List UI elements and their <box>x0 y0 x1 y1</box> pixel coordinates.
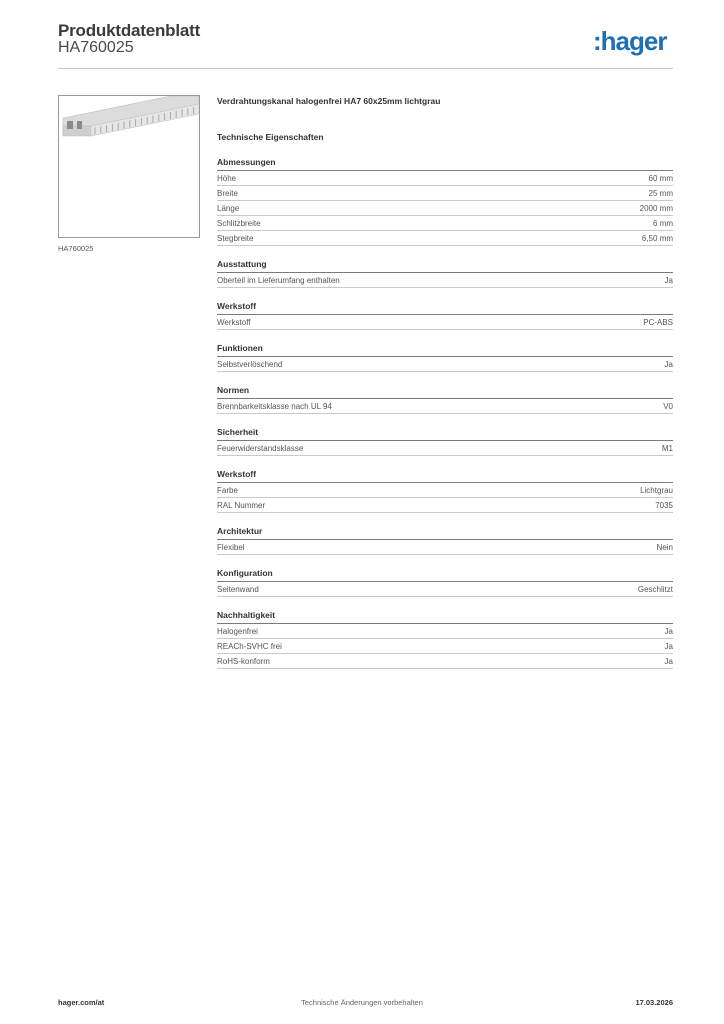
spec-group-title: Werkstoff <box>217 301 673 315</box>
spec-groups <box>217 157 673 669</box>
spec-row <box>217 441 673 456</box>
spec-row <box>217 357 673 372</box>
spec-label: Schlitzbreite <box>217 218 261 228</box>
spec-label: REACh-SVHC frei <box>217 641 282 651</box>
spec-value: 2000 mm <box>639 203 673 213</box>
product-description: Verdrahtungskanal halogenfrei HA7 60x25mm lichtgrau <box>217 96 441 106</box>
document-title: Produktdatenblatt <box>58 21 201 40</box>
spec-value: Nein <box>656 542 673 552</box>
spec-value: Lichtgrau <box>640 485 673 495</box>
spec-row <box>217 231 673 246</box>
spec-label: Oberteil im Lieferumfang enthalten <box>217 275 340 285</box>
spec-group-title: Funktionen <box>217 343 673 357</box>
spec-value: 6,50 mm <box>641 233 673 243</box>
spec-row <box>217 273 673 288</box>
spec-label: RAL Nummer <box>217 500 266 510</box>
spec-content <box>217 94 673 669</box>
cable-duct-illustration <box>59 96 199 237</box>
spec-group <box>217 157 673 246</box>
spec-label: Breite <box>217 188 238 198</box>
spec-label: Werkstoff <box>217 317 251 327</box>
spec-value: 60 mm <box>648 173 673 183</box>
spec-row <box>217 171 673 186</box>
product-image-caption: HA760025 <box>58 244 94 253</box>
spec-row <box>217 216 673 231</box>
spec-value: M1 <box>661 443 673 453</box>
spec-group <box>217 469 673 513</box>
spec-label: Brennbarkeitsklasse nach UL 94 <box>217 401 332 411</box>
spec-group-title: Architektur <box>217 526 673 540</box>
spec-label: Selbstverlöschend <box>217 359 283 369</box>
spec-group-title: Normen <box>217 385 673 399</box>
spec-row <box>217 639 673 654</box>
spec-row <box>217 399 673 414</box>
spec-group <box>217 610 673 669</box>
spec-value: V0 <box>663 401 673 411</box>
spec-label: Länge <box>217 203 240 213</box>
svg-text::hager: :hager <box>593 26 667 56</box>
spec-row <box>217 315 673 330</box>
footer-website: hager.com/at <box>58 998 105 1007</box>
spec-row <box>217 582 673 597</box>
spec-group <box>217 385 673 414</box>
spec-group <box>217 343 673 372</box>
spec-row <box>217 186 673 201</box>
spec-value: 7035 <box>655 500 673 510</box>
spec-group-title: Sicherheit <box>217 427 673 441</box>
spec-label: Farbe <box>217 485 238 495</box>
spec-group-title: Konfiguration <box>217 568 673 582</box>
spec-label: Stegbreite <box>217 233 254 243</box>
spec-group-title: Abmessungen <box>217 157 673 171</box>
spec-value: Geschlitzt <box>637 584 673 594</box>
spec-label: Flexibel <box>217 542 245 552</box>
product-code: HA760025 <box>58 39 134 56</box>
product-image <box>58 95 200 238</box>
spec-row <box>217 498 673 513</box>
spec-label: Höhe <box>217 173 237 183</box>
spec-group-title: Nachhaltigkeit <box>217 610 673 624</box>
spec-value: PC-ABS <box>643 317 673 327</box>
spec-label: Halogenfrei <box>217 626 258 636</box>
header-divider <box>58 68 673 69</box>
spec-value: Ja <box>664 626 673 636</box>
footer-date: 17.03.2026 <box>635 998 673 1007</box>
spec-group <box>217 568 673 597</box>
spec-row <box>217 201 673 216</box>
spec-group <box>217 259 673 288</box>
spec-value: Ja <box>664 359 673 369</box>
spec-row <box>217 483 673 498</box>
spec-label: RoHS-konform <box>217 656 270 666</box>
spec-row <box>217 540 673 555</box>
hager-logo <box>593 26 675 58</box>
footer-disclaimer: Technische Änderungen vorbehalten <box>301 998 423 1007</box>
specs-heading: Technische Eigenschaften <box>217 132 324 142</box>
spec-label: Feuerwiderstandsklasse <box>217 443 304 453</box>
spec-row <box>217 624 673 639</box>
spec-row <box>217 654 673 669</box>
spec-group-title: Ausstattung <box>217 259 673 273</box>
spec-value: Ja <box>664 656 673 666</box>
spec-value: 6 mm <box>653 218 673 228</box>
spec-group <box>217 526 673 555</box>
spec-value: 25 mm <box>648 188 673 198</box>
spec-label: Seitenwand <box>217 584 259 594</box>
spec-value: Ja <box>664 275 673 285</box>
spec-group <box>217 427 673 456</box>
spec-value: Ja <box>664 641 673 651</box>
spec-group <box>217 301 673 330</box>
spec-group-title: Werkstoff <box>217 469 673 483</box>
